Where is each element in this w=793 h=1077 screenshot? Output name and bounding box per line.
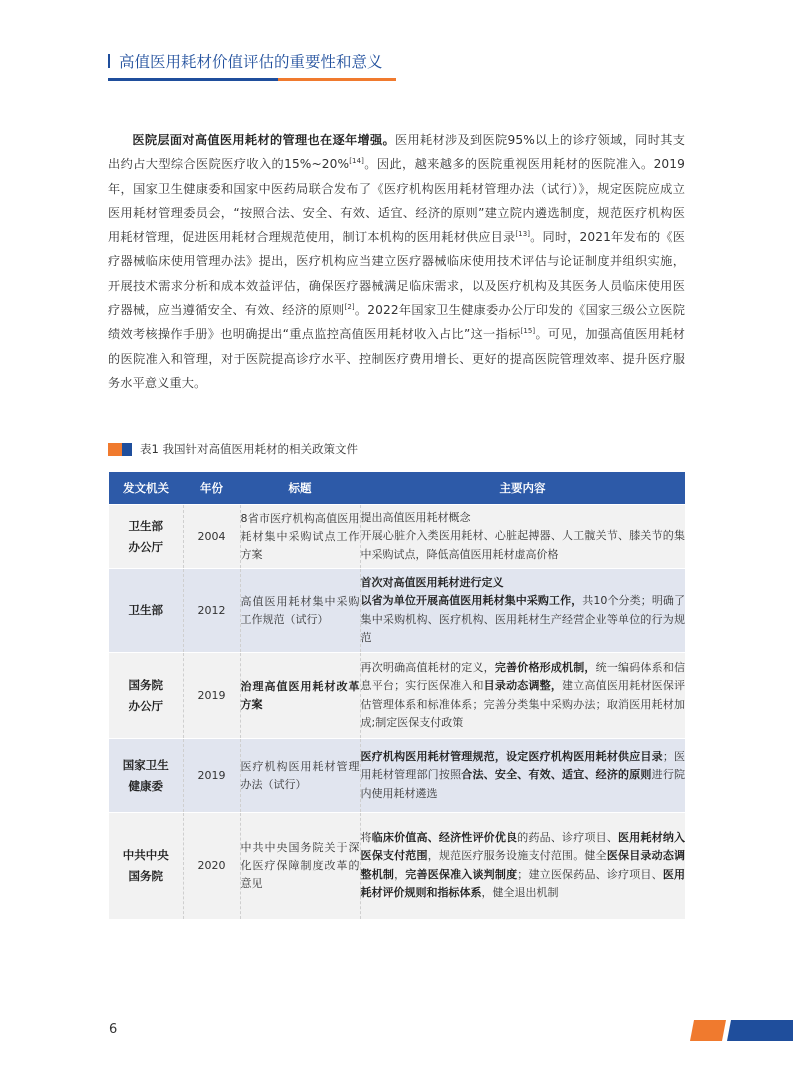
cell-year: 2019 [183, 653, 240, 739]
title-bar-decoration [108, 54, 110, 68]
cell-year: 2004 [183, 505, 240, 569]
footer-blue-stripe [727, 1020, 793, 1041]
table-row [109, 653, 685, 739]
cell-content [360, 505, 685, 569]
underline-blue-segment [108, 78, 278, 81]
table-caption-text: 表1 我国针对高值医用耗材的相关政策文件 [140, 442, 358, 456]
content-emphasis: 医疗机构医用耗材管理规范，设定医疗机构医用耗材供应目录 [360, 750, 663, 764]
citation-ref: [15] [520, 327, 536, 336]
content-emphasis: 医保目录动态调整机制 [360, 849, 686, 881]
intro-segment: 。可见，加强高值医用耗材的医院准入和管理，对于医院提高诊疗水平、控制医疗费用增长、更好的提高医院管理效率、提升医疗服务水平意义重大。 [108, 327, 685, 390]
content-text: ， [394, 867, 406, 881]
underline-orange-segment [278, 78, 396, 81]
citation-ref: [2] [344, 303, 355, 312]
table-header-row [109, 472, 685, 505]
header-title: 标题 [240, 472, 360, 505]
page-number: 6 [109, 1022, 118, 1037]
content-emphasis: 完善价格形成机制， [494, 660, 596, 674]
cell-issuer: 卫生部 办公厅 [109, 505, 183, 569]
intro-segment: 。2022年国家卫生健康委办公厅印发的《国家三级公立医院绩效考核操作手册》也明确提出“重点监控高值医用耗材收入占比”这一指标 [108, 303, 685, 342]
cell-content [360, 813, 685, 919]
content-text: ；建立医保药品、诊疗项目、 [517, 867, 663, 881]
intro-paragraph [108, 128, 685, 395]
section-header [108, 50, 396, 81]
footer-decoration [690, 1020, 793, 1041]
content-text: 将 [360, 831, 372, 845]
table-row [109, 813, 685, 919]
caption-marker-icon [108, 443, 132, 456]
cell-title: 治理高值医用耗材改革方案 [240, 653, 360, 739]
section-underline [108, 78, 396, 81]
header-year: 年份 [183, 472, 240, 505]
content-text: ，健全退出机制 [481, 886, 559, 900]
intro-segment: 医用耗材涉及到医院95%以上的诊疗领域，同时其支出约占大型综合医院医疗收入的15%~20% [108, 133, 685, 172]
content-text: ；医用耗材管理部门按照 [360, 750, 686, 782]
cell-issuer: 卫生部 [109, 569, 183, 653]
cell-year: 2012 [183, 569, 240, 653]
content-emphasis: 完善医保准入谈判制度 [405, 867, 518, 881]
policy-table [109, 472, 685, 919]
citation-ref: [13] [515, 230, 531, 239]
header-content: 主要内容 [360, 472, 685, 505]
table-row [109, 739, 685, 813]
footer-orange-stripe [690, 1020, 726, 1041]
cell-issuer: 中共中央 国务院 [109, 813, 183, 919]
content-emphasis: 目录动态调整， [483, 679, 563, 693]
cell-title: 8省市医疗机构高值医用耗材集中采购试点工作方案 [240, 505, 360, 569]
cell-content [360, 569, 685, 653]
cell-title: 医疗机构医用耗材管理办法（试行） [240, 739, 360, 813]
table-caption [108, 441, 358, 457]
content-text: 进行院内使用耗材遴选 [360, 768, 686, 800]
content-emphasis: 合法、安全、有效、适宜、经济的原则 [461, 768, 652, 782]
cell-issuer: 国务院 办公厅 [109, 653, 183, 739]
section-title [108, 50, 396, 72]
intro-segment: 。因此，越来越多的医院重视医用耗材的医院准入。2019年，国家卫生健康委和国家中医药局联合发布了《医疗机构医用耗材管理办法（试行）》，规定医院应成立医用耗材管理委员会，“按照合法、安全、有效、适宜、经济的原则”建立院内遴选制度，规范医疗机构医用耗材管理，促进医用耗材合理规范使用，制订本机构的医用耗材供应目录 [108, 157, 685, 245]
intro-segment: 。同时，2021年发布的《医疗器械临床使用管理办法》提出，医疗机构应当建立医疗器械临床使用技术评估与论证制度并组织实施，开展技术需求分析和成本效益评估，确保医疗器械满足临床需求，以及医疗机构及其医务人员临床使用医疗器械，应当遵循安全、有效、经济的原则 [108, 230, 685, 318]
content-text: 统一编码体系和信息平台；实行医保准入和 [360, 660, 686, 693]
intro-text [108, 128, 685, 395]
citation-ref: [14] [349, 157, 364, 166]
header-issuer: 发文机关 [109, 472, 183, 505]
content-text: 建立高值医用耗材医保评估管理体系和标准体系；完善分类集中采购办法；取消医用耗材加成;制定医保支付政策 [360, 679, 686, 729]
content-text: 的药品、诊疗项目、 [517, 831, 619, 845]
cell-title: 高值医用耗材集中采购工作规范（试行） [240, 569, 360, 653]
content-text: 再次明确高值耗材的定义， [360, 660, 495, 674]
content-emphasis: 医用耗材纳入医保支付范围 [360, 831, 686, 863]
content-emphasis: 医用耗材评价规则和指标体系 [360, 867, 686, 900]
cell-title: 中共中央国务院关于深化医疗保障制度改革的意见 [240, 813, 360, 919]
cell-content [360, 739, 685, 813]
content-emphasis: 临床价值高、经济性评价优良 [371, 831, 518, 845]
cell-content [360, 653, 685, 739]
section-title-text: 高值医用耗材价值评估的重要性和意义 [119, 53, 383, 71]
cell-issuer: 国家卫生 健康委 [109, 739, 183, 813]
content-text: 共10个分类；明确了集中采购机构、医疗机构、医用耗材生产经营企业等单位的行为规范 [360, 594, 686, 644]
intro-lead-sentence: 医院层面对高值医用耗材的管理也在逐年增强。 [132, 133, 395, 147]
table-row [109, 569, 685, 653]
content-text: ，规范医疗服务设施支付范围。健全 [427, 849, 607, 863]
table-row [109, 505, 685, 569]
cell-year: 2020 [183, 813, 240, 919]
content-emphasis: 首次对高值医用耗材进行定义 以省为单位开展高值医用耗材集中采购工作， [360, 575, 583, 608]
table-body [109, 505, 685, 919]
cell-year: 2019 [183, 739, 240, 813]
content-text: 提出高值医用耗材概念 开展心脏介入类医用耗材、心脏起搏器、人工髋关节、膝关节的集中采购试点，降低高值医用耗材虚高价格 [360, 511, 685, 561]
